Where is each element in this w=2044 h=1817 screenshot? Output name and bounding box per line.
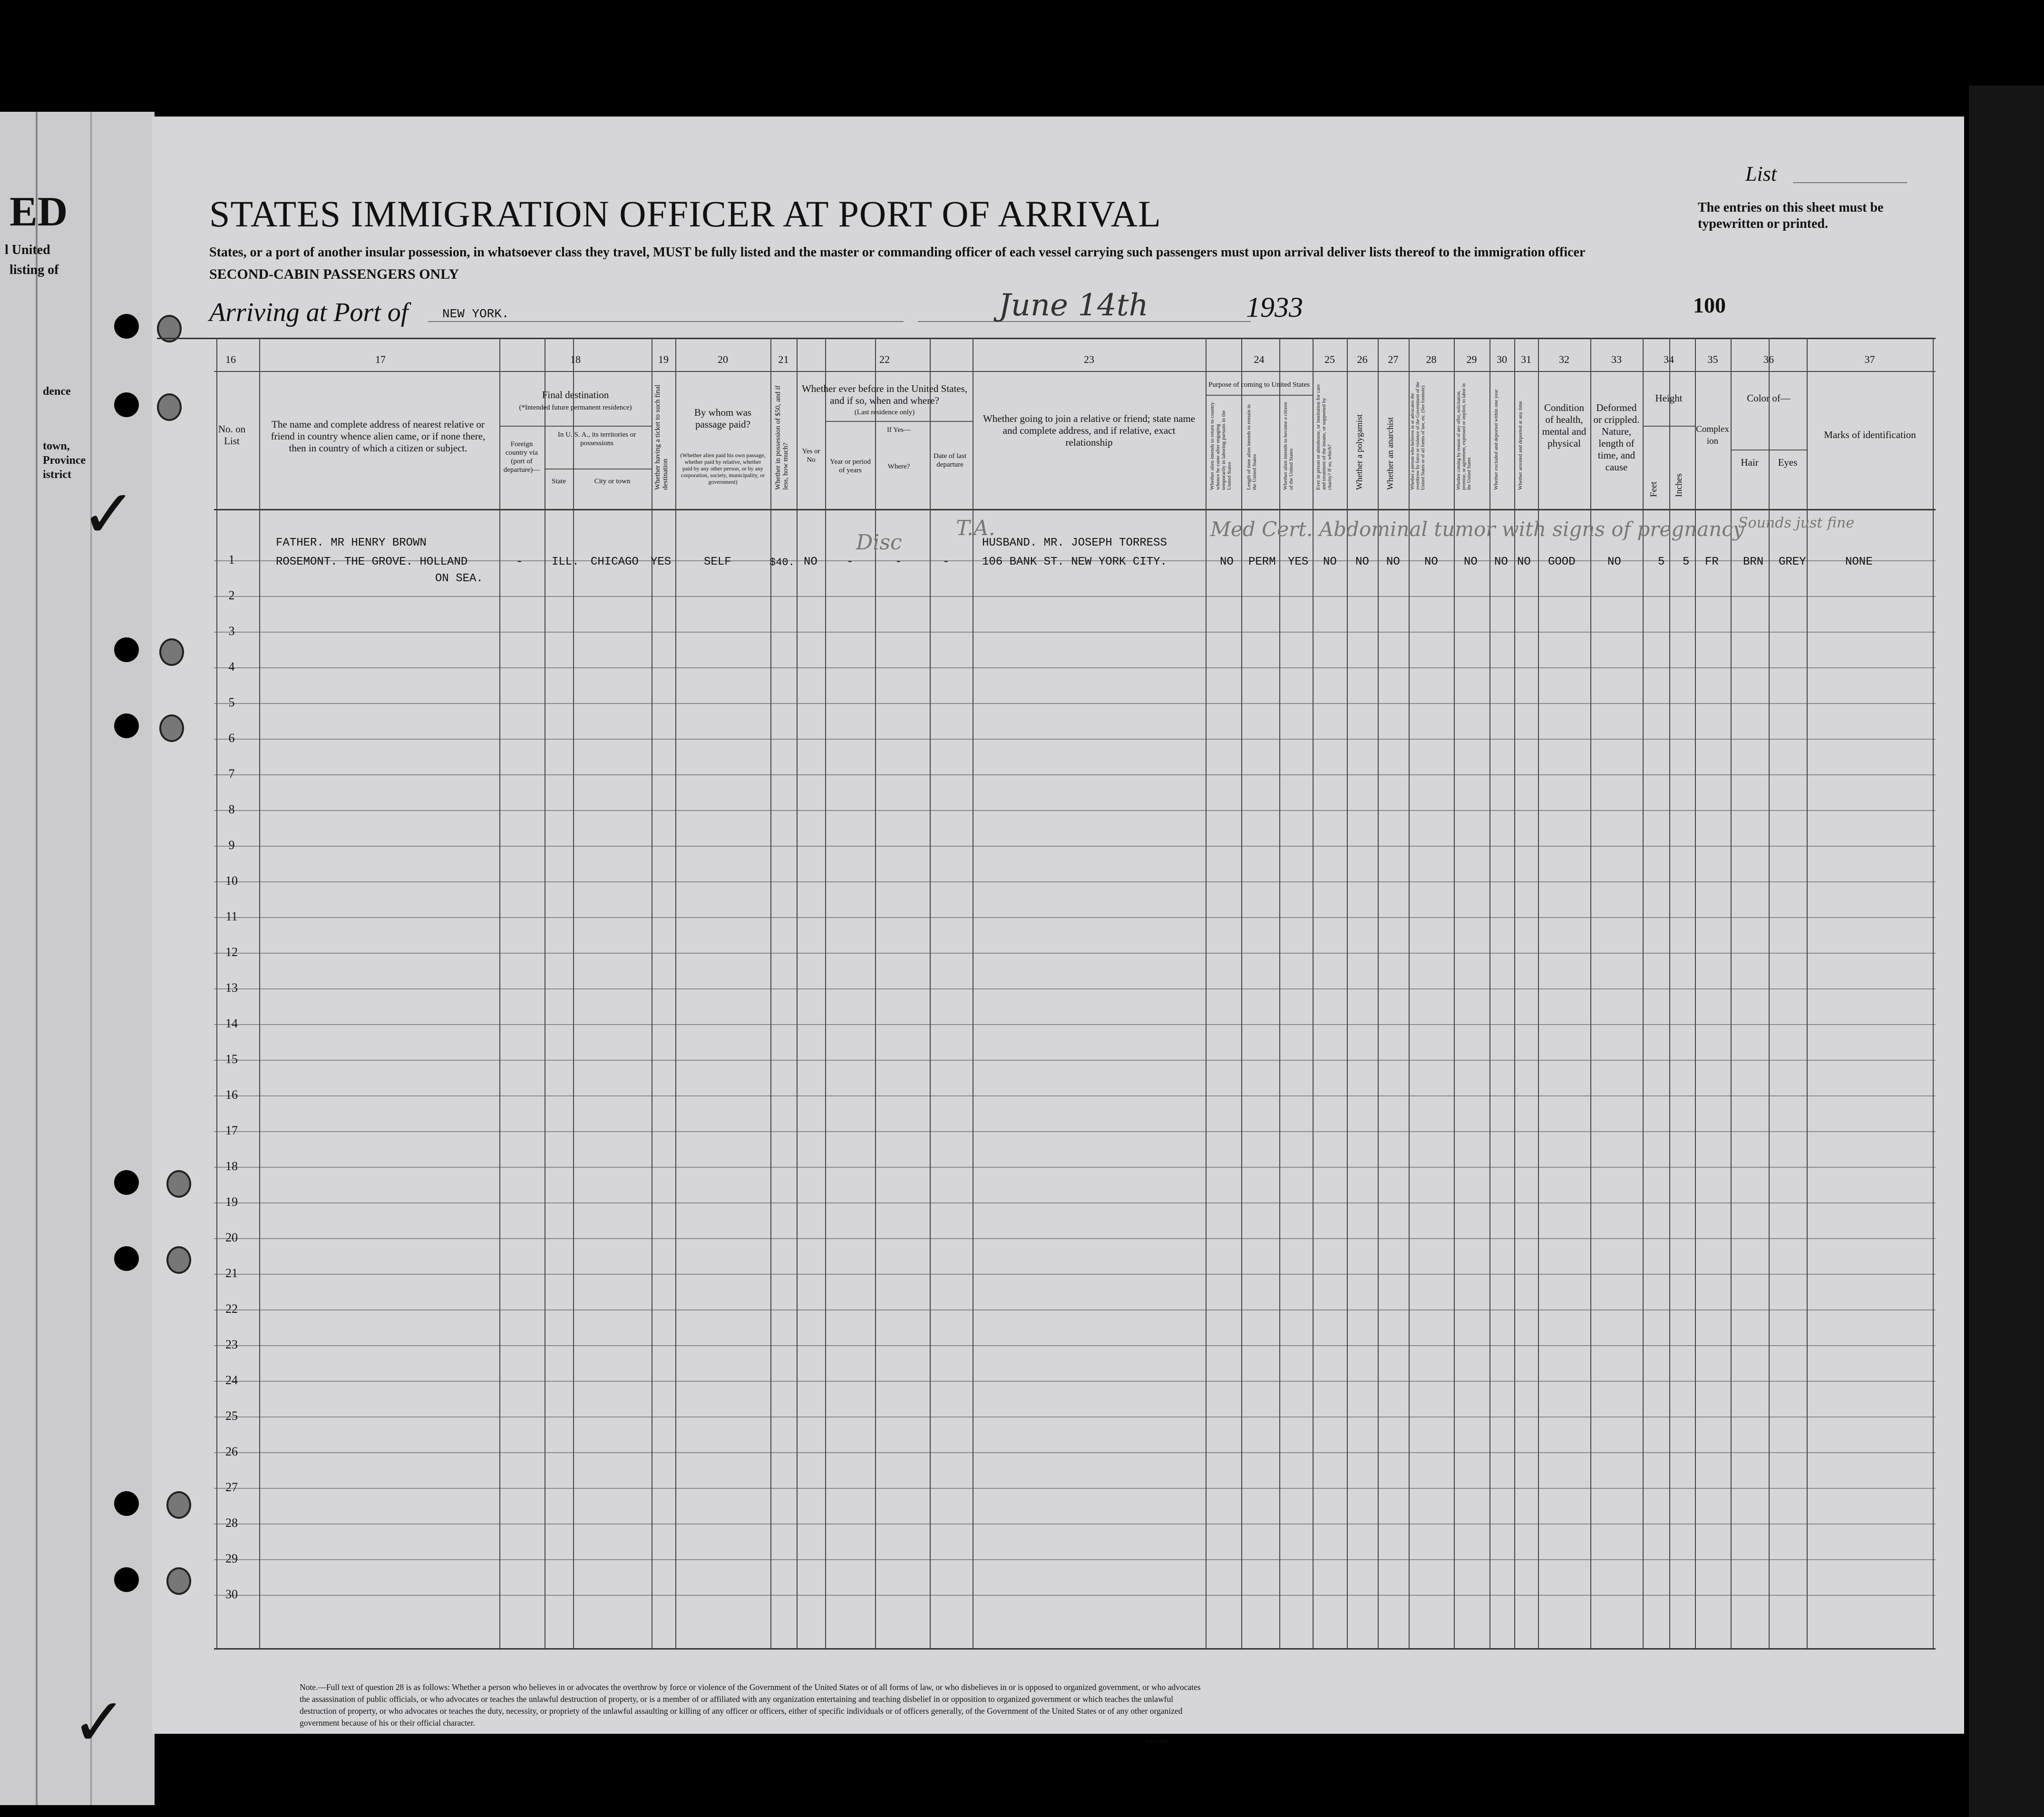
punch-hole-icon	[114, 1491, 139, 1516]
left-page-rule	[36, 112, 38, 1805]
column-number: 33	[1611, 353, 1622, 365]
row-number: 18	[225, 1159, 238, 1173]
column-subheader: Feet	[1649, 481, 1659, 497]
table-rule	[214, 703, 1936, 704]
form-instruction: States, or a port of another insular possession, in whatsoever class they travel, MUST be fully listed and the master or commanding officer of each vessel carrying such passengers must upon arrival deliver lists thereof to the immigration officer	[209, 245, 1586, 260]
joining-relative: HUSBAND. MR. JOSEPH TORRESS	[982, 537, 1167, 549]
punch-hole-icon	[166, 1170, 191, 1198]
column-number: 35	[1707, 353, 1718, 365]
handwritten-note: Med Cert. Abdominal tumor with signs of pregnancy	[1210, 518, 1744, 541]
row-number: 7	[228, 767, 235, 781]
table-rule	[1807, 338, 1808, 1648]
punch-hole-icon	[114, 1170, 139, 1195]
inches-value: 5	[1683, 556, 1690, 568]
table-rule	[499, 426, 652, 427]
table-rule	[214, 1167, 1936, 1168]
column-header: Whether in possession of $50, and if less, how much?	[774, 385, 789, 490]
punch-hole-icon	[114, 637, 139, 662]
column-header: Whether excluded and deported within one year	[1493, 389, 1499, 490]
table-rule	[214, 846, 1936, 847]
row-number: 3	[228, 624, 235, 638]
left-fragment-heading: ED	[10, 189, 68, 235]
table-rule	[214, 509, 1936, 510]
column-number: 31	[1521, 353, 1531, 365]
column-number: 25	[1324, 353, 1335, 365]
punch-hole-icon	[114, 314, 139, 339]
table-rule	[499, 338, 500, 1648]
column-number: 36	[1763, 353, 1774, 365]
table-rule	[214, 1131, 1936, 1132]
column-header: Ever in prison or almshouse, or institution for care and treatment of the insane, or supported by charity? If so, which?	[1315, 384, 1333, 490]
left-fragment-text: istrict	[43, 469, 71, 481]
ticket-value: YES	[651, 556, 672, 568]
row-number: 17	[225, 1123, 238, 1137]
punch-hole-icon	[166, 1567, 191, 1595]
column-header: Complexion	[1696, 424, 1729, 446]
table-rule	[825, 421, 973, 422]
prison-value: NO	[1323, 556, 1337, 568]
column-header: Whether having a ticket to such final destination	[654, 384, 669, 490]
column-header: No. on List	[218, 423, 246, 447]
column-subheader: State	[552, 478, 566, 485]
column-header: Marks of identification	[1824, 429, 1916, 440]
row-number: 8	[228, 802, 235, 816]
column-header: By whom was passage paid?	[694, 407, 752, 430]
money-value: $40.	[769, 557, 795, 568]
column-number: 16	[225, 353, 236, 365]
list-number: 100	[1693, 293, 1726, 317]
column-subheader: If Yes—	[886, 426, 911, 434]
column-subheader: In U. S. A., its territories or possessions	[557, 431, 636, 447]
foreign-country: -	[516, 556, 523, 568]
table-rule	[214, 667, 1936, 668]
destination-city: CHICAGO	[591, 556, 639, 568]
excluded-value: NO	[1494, 556, 1508, 568]
column-number: 22	[879, 353, 890, 365]
column-header: Deformed or crippled. Nature, length of time, and cause	[1593, 402, 1640, 473]
table-rule	[1206, 338, 1207, 1648]
column-number: 26	[1357, 353, 1368, 365]
table-rule	[157, 338, 1936, 339]
table-rule	[214, 1238, 1936, 1239]
before-in-us-value: NO	[804, 556, 818, 568]
column-subheader: Date of last departure	[933, 452, 967, 469]
left-fragment-text: dence	[43, 385, 71, 398]
left-fragment-text: town,	[43, 440, 70, 452]
table-rule	[797, 338, 798, 1648]
column-number: 19	[658, 353, 669, 365]
table-rule	[1643, 426, 1695, 427]
row-number: 11	[225, 909, 238, 923]
length-value: PERM	[1248, 556, 1276, 568]
destination-state: ILL.	[552, 556, 579, 568]
table-rule	[214, 596, 1936, 597]
row-number: 14	[225, 1016, 238, 1030]
table-rule	[770, 338, 771, 1648]
row-number: 12	[225, 945, 238, 959]
table-rule	[214, 953, 1936, 954]
list-label: List	[1745, 162, 1777, 186]
table-rule	[214, 371, 1936, 372]
column-number: 20	[718, 353, 728, 365]
table-rule	[214, 632, 1936, 633]
where-value: -	[895, 556, 902, 568]
departure-date-value: -	[943, 556, 950, 568]
table-rule	[214, 988, 1936, 989]
row-number: 6	[228, 731, 235, 745]
table-rule	[214, 1345, 1936, 1346]
left-fragment-text: Province	[43, 454, 86, 467]
table-rule	[1933, 338, 1934, 1648]
table-rule	[259, 338, 260, 1648]
row-number: 4	[228, 660, 235, 674]
row-number: 2	[228, 588, 235, 602]
handwritten-note: Sounds just fine	[1738, 515, 1855, 531]
arrival-year: 1933	[1246, 292, 1303, 323]
column-subheader: Eyes	[1778, 457, 1798, 468]
row-number: 19	[225, 1195, 238, 1209]
typewritten-note: The entries on this sheet must be typewritten or printed.	[1698, 200, 1884, 231]
table-rule	[214, 1202, 1936, 1203]
cabin-class: SECOND-CABIN PASSENGERS ONLY	[209, 266, 459, 282]
column-subheader: (Last residence only)	[854, 409, 915, 416]
column-header: Final destination	[542, 389, 609, 401]
footnote: Note.—Full text of question 28 is as follows: Whether a person who believes in or advocates the overthrow by force or violence of the Government of the United States or of all forms of law, or who disbelieves in or is opposed to organized government, or who advocates the assassination of public officials, or who advocates or teaches the unlawful destruction of property, or is a member of or affiliated with any organization entertaining and teaching disbelief in or opposition to organized government or which teaches the unlawful destruction of property, or who advocates or teaches the duty, necessity, or propriety of the unlawful assaulting or killing of any officer or officers, either of specific individuals or of officers generally, of the Government of the United States or of any other organized government because of his or their official character.	[300, 1682, 1201, 1728]
complexion-value: FR	[1705, 556, 1719, 568]
polygamist-value: NO	[1355, 556, 1369, 568]
row-number: 20	[225, 1231, 238, 1244]
paid-by-value: SELF	[704, 556, 731, 568]
port-value: NEW YORK.	[442, 307, 509, 321]
column-subheader: Where?	[887, 463, 910, 470]
check-mark-icon: ✓	[71, 1686, 127, 1760]
row-number: 16	[225, 1088, 238, 1102]
punch-hole-icon	[114, 1567, 139, 1592]
hair-value: BRN	[1743, 556, 1764, 568]
table-rule	[214, 810, 1936, 811]
punch-hole-icon	[166, 1246, 191, 1274]
column-header: Whether an anarchist	[1385, 417, 1395, 490]
table-rule	[573, 338, 574, 1648]
column-number: 28	[1426, 353, 1437, 365]
row-number: 5	[228, 695, 235, 709]
row-number: 21	[225, 1266, 238, 1280]
left-page-rule	[90, 112, 92, 1805]
column-number: 24	[1254, 353, 1265, 365]
column-subheader: Inches	[1674, 473, 1684, 497]
handwritten-note: T.A.	[956, 516, 995, 540]
list-underline	[1793, 182, 1907, 183]
table-rule	[214, 1274, 1936, 1275]
punch-hole-icon	[159, 638, 184, 666]
table-rule	[1769, 338, 1770, 1648]
row-number: 24	[225, 1373, 238, 1387]
column-number: 18	[570, 353, 581, 365]
marks-value: NONE	[1845, 556, 1873, 568]
column-header: Purpose of coming to United States	[1208, 381, 1310, 389]
column-header: Whether coming by reason of any offer, solicitation, promise, or agreement, expressed or implied, to labor in the United States	[1456, 383, 1472, 490]
row-number: 27	[225, 1480, 238, 1494]
year-value: -	[847, 556, 854, 568]
row-number: 9	[228, 838, 235, 852]
table-rule	[214, 881, 1936, 882]
port-underline	[428, 321, 904, 322]
deformed-value: NO	[1607, 556, 1621, 568]
row-number: 26	[225, 1445, 238, 1458]
table-rule	[825, 338, 826, 1648]
row-number: 13	[225, 981, 238, 995]
feet-value: 5	[1658, 556, 1665, 568]
column-number: 23	[1084, 353, 1094, 365]
arriving-label: Arriving at Port of	[209, 298, 409, 327]
column-number: 17	[375, 353, 386, 365]
column-number: 21	[778, 353, 789, 365]
row-number: 10	[225, 874, 238, 888]
column-number: 27	[1388, 353, 1399, 365]
relative-address: ON SEA.	[435, 572, 483, 585]
table-rule	[214, 739, 1936, 740]
row-number: 1	[228, 553, 235, 567]
citizen-value: YES	[1288, 556, 1309, 568]
joining-address: 106 BANK ST. NEW YORK CITY.	[982, 556, 1167, 568]
punch-hole-icon	[166, 1491, 191, 1519]
left-fragment-text: l United	[5, 243, 50, 257]
punch-hole-icon	[157, 393, 182, 421]
column-number: 29	[1466, 353, 1477, 365]
table-rule	[1206, 395, 1313, 396]
table-rule	[214, 774, 1936, 775]
arrival-date: June 14th	[999, 288, 1149, 323]
row-number: 25	[225, 1409, 238, 1423]
table-rule	[214, 1488, 1936, 1489]
column-header: Whether ever before in the United States, and if so, when and where?	[801, 383, 968, 406]
table-rule	[214, 1416, 1936, 1417]
column-subheader: Year or period of years	[830, 458, 871, 474]
punch-hole-icon	[114, 392, 139, 417]
return-value: NO	[1220, 556, 1234, 568]
punch-hole-icon	[114, 1246, 139, 1271]
relative-address: ROSEMONT. THE GROVE. HOLLAND	[276, 556, 468, 568]
column-header: Height	[1655, 392, 1683, 404]
table-rule	[214, 1648, 1936, 1650]
left-page-fragment	[0, 112, 155, 1805]
form-code: 14—430	[1146, 1738, 1168, 1745]
eyes-value: GREY	[1779, 556, 1806, 568]
column-header: Whether going to join a relative or friend; state name and complete address, and if relative, exact relationship	[983, 413, 1196, 448]
anarchist-value: NO	[1386, 556, 1400, 568]
column-header: Whether a person who believes in or advocates the overthrow by force or violence of the Government of the United States or of all forms of law, etc. (See footnote)	[1410, 381, 1426, 490]
health-value: GOOD	[1548, 556, 1576, 568]
deported-value: NO	[1517, 556, 1531, 568]
column-subheader: Whether alien intends to become a citizen of the United States	[1283, 402, 1294, 490]
column-header: Whether arrested and deported at any time	[1518, 401, 1523, 490]
column-subheader: (Whether alien paid his own passage, whether paid by relative, whether paid by any other person, or by any corporation, society, municipality, or government)	[680, 452, 766, 485]
column-number: 34	[1664, 353, 1674, 365]
table-rule	[214, 1309, 1936, 1310]
column-subheader: City or town	[594, 478, 631, 485]
table-rule	[214, 1095, 1936, 1096]
table-rule	[930, 338, 931, 1648]
column-subheader: Whether alien intends to return to country whence he came after engaging temporarily in laboring pursuits in the United States	[1209, 402, 1232, 490]
column-header: Condition of health, mental and physical	[1542, 402, 1587, 449]
column-subheader: Hair	[1741, 457, 1759, 468]
row-number: 29	[225, 1552, 238, 1565]
row-number: 28	[225, 1516, 238, 1530]
column-header: Color of—	[1747, 392, 1791, 404]
row-number: 30	[225, 1587, 238, 1601]
column-number: 37	[1864, 353, 1875, 365]
column-header: The name and complete address of nearest relative or friend in country whence alien came, or if none there, then in country of which a citizen or subject.	[271, 419, 486, 454]
table-rule	[214, 917, 1936, 918]
table-rule	[214, 1559, 1936, 1560]
column-subheader: (*Intended future permanent residence)	[519, 404, 632, 411]
handwritten-note: Disc	[856, 530, 902, 555]
column-header: Whether a polygamist	[1354, 414, 1364, 490]
table-rule	[214, 1595, 1936, 1596]
binding-edge	[1969, 86, 2044, 1817]
column-subheader: Yes or No	[802, 448, 820, 464]
overthrow-value: NO	[1424, 556, 1438, 568]
relative-address: FATHER. MR HENRY BROWN	[276, 537, 427, 549]
table-rule	[675, 338, 676, 1648]
table-rule	[214, 1060, 1936, 1061]
check-mark-icon: ✓	[81, 478, 137, 552]
punch-hole-icon	[159, 714, 184, 742]
labor-offer-value: NO	[1464, 556, 1478, 568]
table-rule	[214, 1381, 1936, 1382]
row-number: 22	[225, 1302, 238, 1316]
column-number: 32	[1559, 353, 1569, 365]
table-rule	[214, 1452, 1936, 1453]
table-rule	[214, 1024, 1936, 1025]
form-title: STATES IMMIGRATION OFFICER AT PORT OF ARRIVAL	[209, 193, 1161, 234]
column-number: 30	[1497, 353, 1507, 365]
punch-hole-icon	[114, 713, 139, 738]
row-number: 15	[225, 1052, 238, 1066]
row-number: 23	[225, 1338, 238, 1351]
column-subheader: Length of time alien intends to remain in the United States	[1246, 404, 1257, 490]
left-fragment-text: listing of	[10, 263, 59, 277]
column-subheader: Foreign country via (port of departure)—	[503, 440, 540, 474]
